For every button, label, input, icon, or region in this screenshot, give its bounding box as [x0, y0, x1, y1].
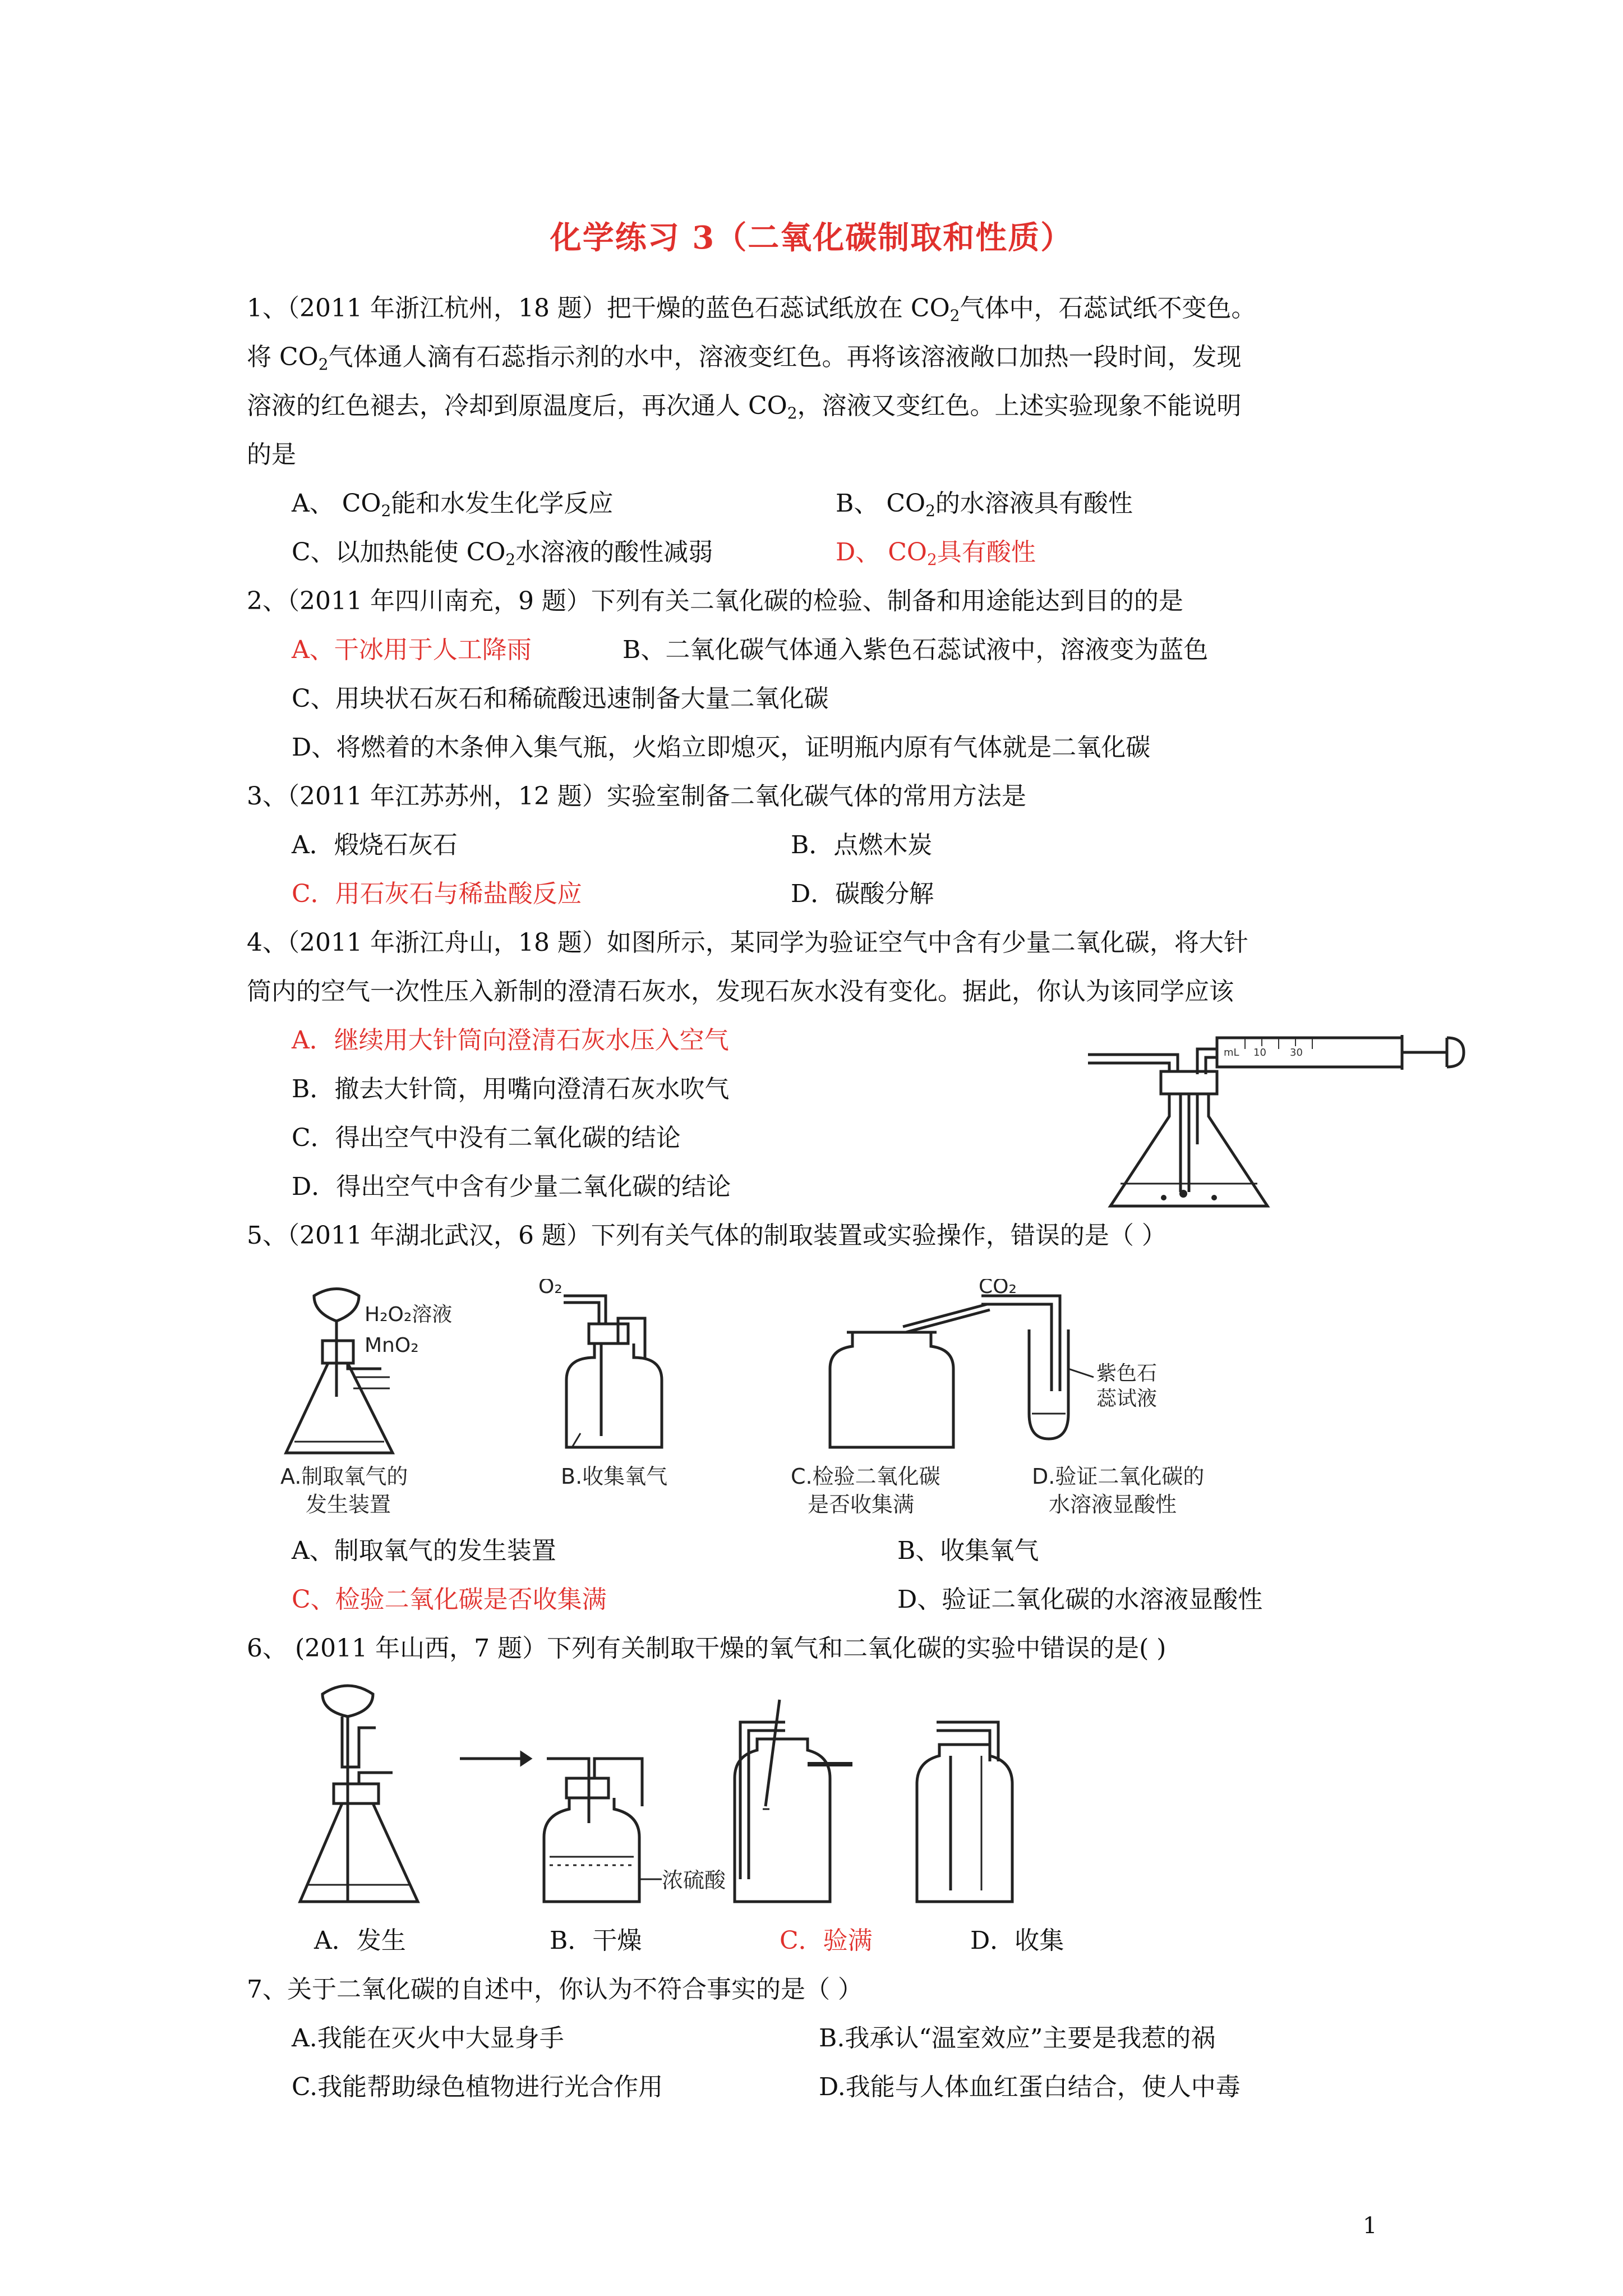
q6-option-c-answer[interactable]: C．验满: [780, 1926, 873, 1955]
q5-option-a[interactable]: A、制取氧气的发生装置: [292, 1536, 556, 1565]
q7-option-c[interactable]: C.我能帮助绿色植物进行光合作用: [292, 2073, 663, 2101]
page-number: 1: [1363, 2213, 1377, 2239]
litmus-label-1: 紫色石: [1096, 1362, 1158, 1385]
q6-option-a[interactable]: A．发生: [314, 1926, 406, 1955]
fig-caption-b: B.收集氧气: [561, 1464, 668, 1489]
q4-option-b[interactable]: B．撤去大针筒，用嘴向澄清石灰水吹气: [292, 1075, 730, 1103]
q6-stem: 6、 (2011 年山西，7 题）下列有关制取干燥的氧气和二氧化碳的实验中错误的是( ): [247, 1634, 1166, 1663]
fig-caption-c-1: C.检验二氧化碳: [791, 1464, 940, 1489]
q3-option-d[interactable]: D．碳酸分解: [791, 880, 934, 908]
q4-option-a-answer[interactable]: A．继续用大针筒向澄清石灰水压入空气: [292, 1026, 729, 1055]
q1-stem-line-4: 的是: [247, 440, 296, 469]
syringe-mark-10: 10: [1253, 1047, 1266, 1059]
q2-stem: 2、（2011 年四川南充，9 题）下列有关二氧化碳的检验、制备和用途能达到目的的是: [247, 587, 1183, 615]
q4-option-c[interactable]: C．得出空气中没有二氧化碳的结论: [292, 1124, 681, 1152]
q1-stem-line-3: 溶液的红色褪去，冷却到原温度后，再次通人 $CO_2$，溶液又变红色。上述实验现象不能说明: [247, 392, 1242, 422]
q4-syringe-flask-figure: [1077, 1004, 1469, 1217]
mno2-label: MnO₂: [365, 1334, 419, 1357]
syringe-mark-ml: mL: [1224, 1047, 1239, 1059]
fig-caption-c-2: 是否收集满: [808, 1492, 915, 1517]
q5-option-c-answer[interactable]: C、检验二氧化碳是否收集满: [292, 1585, 607, 1614]
q1-option-a[interactable]: A、 $CO_2$能和水发生化学反应: [292, 489, 614, 520]
q5-apparatus-figure: [275, 1279, 1340, 1531]
q7-option-b[interactable]: B.我承认“温室效应”主要是我惹的祸: [819, 2024, 1216, 2053]
syringe-mark-30: 30: [1290, 1047, 1303, 1059]
fig-caption-d-1: D.验证二氧化碳的: [1032, 1464, 1205, 1489]
q3-option-a[interactable]: A．煅烧石灰石: [292, 831, 458, 859]
q1-option-c[interactable]: C、以加热能使 $CO_2$水溶液的酸性减弱: [292, 538, 713, 569]
q6-apparatus-figure: [292, 1677, 1178, 1924]
q2-option-d[interactable]: D、将燃着的木条伸入集气瓶，火焰立即熄灭，证明瓶内原有气体就是二氧化碳: [292, 733, 1151, 762]
q2-option-c[interactable]: C、用块状石灰石和稀硫酸迅速制备大量二氧化碳: [292, 684, 829, 713]
litmus-label-2: 蕊试液: [1096, 1387, 1158, 1410]
q5-stem: 5、（2011 年湖北武汉，6 题）下列有关气体的制取装置或实验操作，错误的是（ ）: [247, 1221, 1166, 1250]
fig-caption-a-2: 发生装置: [306, 1492, 391, 1517]
conc-sulfuric-acid-label: 浓硫酸: [662, 1868, 726, 1893]
co2-label: CO₂: [979, 1279, 1017, 1298]
q4-option-d[interactable]: D．得出空气中含有少量二氧化碳的结论: [292, 1172, 731, 1201]
q1-stem-line-1: 1、（2011 年浙江杭州，18 题）把干燥的蓝色石蕊试纸放在 $CO_2$气体中，石蕊试纸不变色。: [247, 294, 1256, 325]
q3-option-c-answer[interactable]: C．用石灰石与稀盐酸反应: [292, 880, 582, 908]
q1-option-d-answer[interactable]: D、 $CO_2$具有酸性: [836, 538, 1036, 569]
q5-option-d[interactable]: D、验证二氧化碳的水溶液显酸性: [897, 1585, 1263, 1614]
q4-stem-line-1: 4、（2011 年浙江舟山，18 题）如图所示，某同学为验证空气中含有少量二氧化碳，将大针: [247, 928, 1248, 957]
q7-option-d[interactable]: D.我能与人体血红蛋白结合，使人中毒: [819, 2073, 1241, 2101]
q3-option-b[interactable]: B．点燃木炭: [791, 831, 933, 859]
q2-option-b[interactable]: B、二氧化碳气体通入紫色石蕊试液中，溶液变为蓝色: [623, 636, 1209, 664]
q2-option-a-answer[interactable]: A、干冰用于人工降雨: [292, 636, 532, 664]
fig-caption-a-1: A.制取氧气的: [280, 1464, 408, 1489]
h2o2-label: H₂O₂溶液: [365, 1303, 453, 1326]
q7-stem: 7、关于二氧化碳的自述中，你认为不符合事实的是（ ）: [247, 1975, 863, 2004]
q6-option-b[interactable]: B．干燥: [550, 1926, 642, 1955]
q5-option-b[interactable]: B、收集氧气: [897, 1536, 1039, 1565]
q1-option-b[interactable]: B、 $CO_2$的水溶液具有酸性: [836, 489, 1133, 520]
q4-stem-line-2: 筒内的空气一次性压入新制的澄清石灰水，发现石灰水没有变化。据此，你认为该同学应该: [247, 977, 1234, 1006]
q7-option-a[interactable]: A.我能在灭火中大显身手: [292, 2024, 564, 2053]
fig-caption-d-2: 水溶液显酸性: [1049, 1492, 1177, 1517]
q6-option-d[interactable]: D．收集: [970, 1926, 1064, 1955]
o2-label: O₂: [538, 1279, 562, 1298]
page-title: 化学练习 3（二氧化碳制取和性质）: [550, 219, 1073, 256]
q1-stem-line-2: 将 $CO_2$气体通人滴有石蕊指示剂的水中，溶液变红色。再将该溶液敞口加热一段时间，发现: [247, 343, 1242, 374]
q3-stem: 3、（2011 年江苏苏州，12 题）实验室制备二氧化碳气体的常用方法是: [247, 782, 1026, 811]
